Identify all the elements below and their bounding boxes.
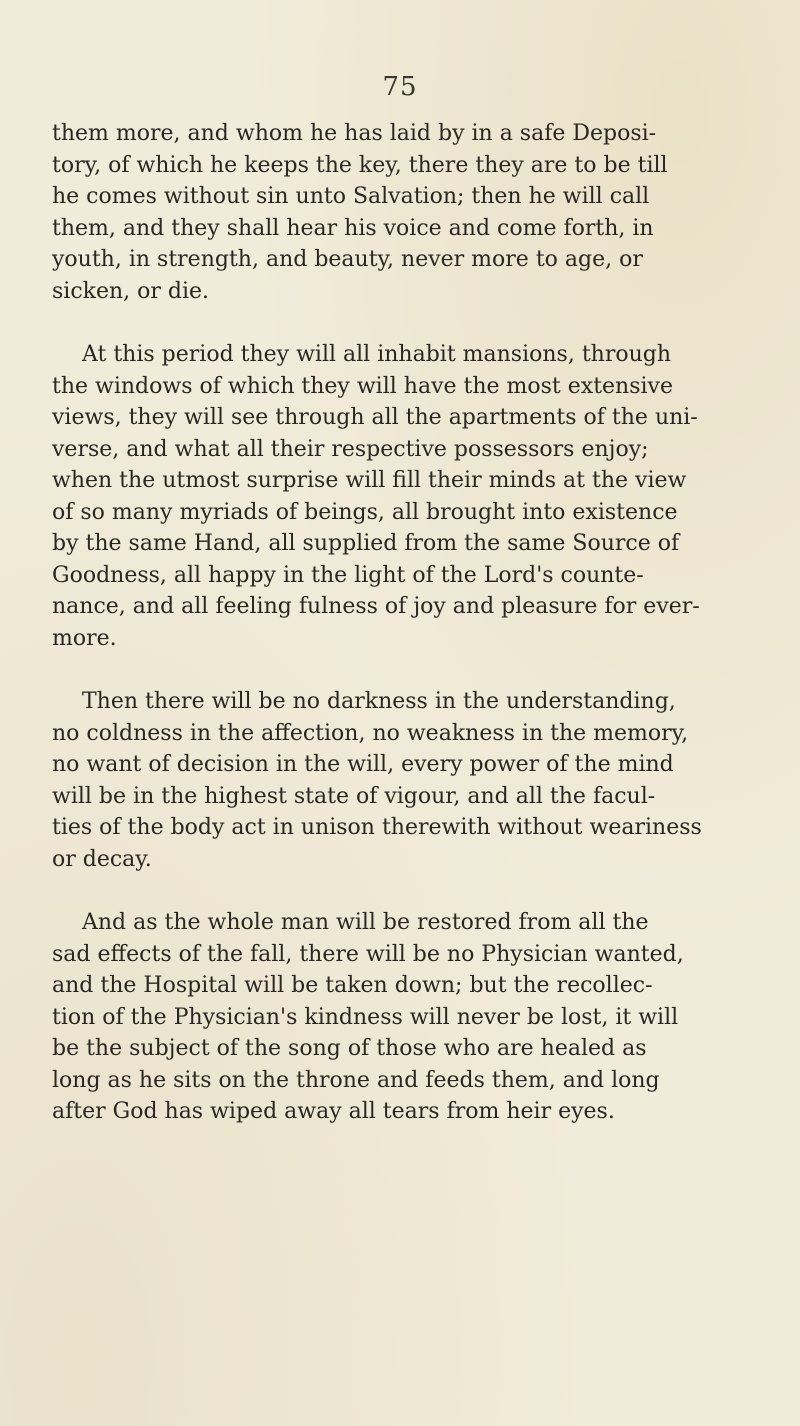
text-line: no want of decision in the will, every power of the mind <box>52 752 674 777</box>
text-line: ties of the body act in unison therewith without weariness <box>52 815 702 840</box>
text-line: verse, and what all their respective possessors enjoy; <box>52 436 649 462</box>
text-line: And as the whole man will be restored from all the <box>82 910 649 935</box>
text-line: by the same Hand, all supplied from the same Source of <box>52 531 680 556</box>
text-line: be the subject of the song of those who are healed as <box>52 1036 647 1061</box>
paragraph-2 <box>52 339 760 654</box>
text-line: after God has wiped away all tears from heir eyes. <box>52 1099 615 1124</box>
paragraph-4 <box>52 907 760 1128</box>
text-line: or decay. <box>52 846 152 872</box>
text-line: sad effects of the fall, there will be no Physician wanted, <box>52 941 684 967</box>
paragraph-1 <box>52 118 760 307</box>
text-line: Then there will be no darkness in the understanding, <box>82 689 676 714</box>
text-line: tion of the Physician's kindness will never be lost, it will <box>52 1004 679 1030</box>
text-line: tory, of which he keeps the key, there they are to be till <box>52 152 668 178</box>
text-line: sicken, or die. <box>52 278 210 304</box>
text-line: views, they will see through all the apartments of the uni- <box>52 405 698 430</box>
text-line: Goodness, all happy in the light of the Lord's counte- <box>52 562 644 588</box>
text-line: long as he sits on the throne and feeds them, and long <box>52 1067 660 1093</box>
text-line: them more, and whom he has laid by in a safe Deposi- <box>52 121 657 146</box>
body-text <box>52 118 760 1160</box>
page-number: 75 <box>382 72 418 102</box>
text-line: when the utmost surprise will fill their minds at the view <box>52 468 687 493</box>
text-line: youth, in strength, and beauty, never more to age, or <box>52 247 643 272</box>
text-line: of so many myriads of beings, all brought into existence <box>52 499 678 525</box>
text-line: and the Hospital will be taken down; but the recollec- <box>52 973 653 998</box>
text-line: them, and they shall hear his voice and come forth, in <box>52 215 654 241</box>
text-line: At this period they will all inhabit mansions, through <box>82 342 672 367</box>
text-line: will be in the highest state of vigour, and all the facul- <box>52 783 656 809</box>
paragraph-3 <box>52 686 760 875</box>
text-line: nance, and all feeling fulness of joy and pleasure for ever- <box>52 594 700 619</box>
text-line: the windows of which they will have the most extensive <box>52 373 673 399</box>
text-line: no coldness in the affection, no weakness in the memory, <box>52 720 689 746</box>
text-line: more. <box>52 625 117 651</box>
text-line: he comes without sin unto Salvation; then he will call <box>52 184 650 209</box>
